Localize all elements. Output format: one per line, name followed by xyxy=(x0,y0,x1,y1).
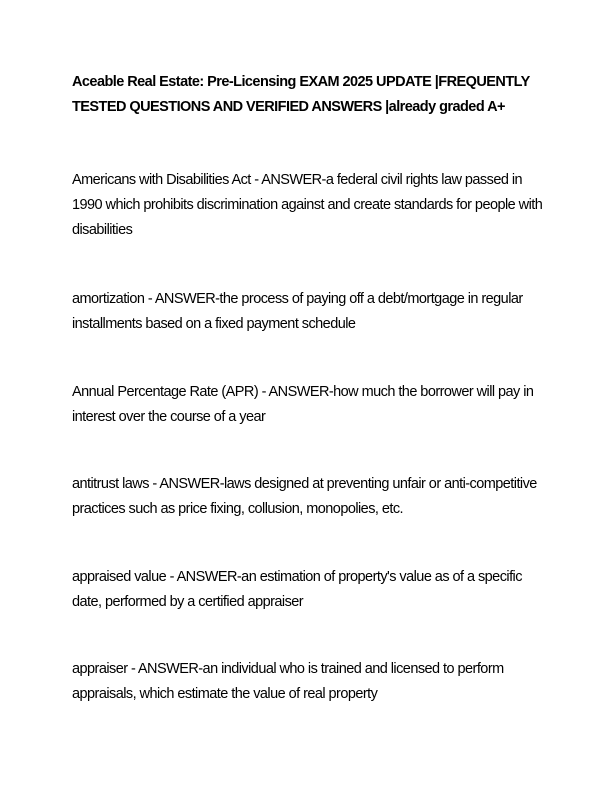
qa-entry: appraised value - ANSWER-an estimation of property's value as of a specific date, performed by a certified appraiser xyxy=(72,569,522,610)
document-title: Aceable Real Estate: Pre-Licensing EXAM 2025 UPDATE |FREQUENTLY TESTED QUESTIONS AND VERIFIED ANSWERS |already graded A+ xyxy=(72,74,530,115)
qa-entry: appraiser - ANSWER-an individual who is trained and licensed to perform appraisals, which estimate the value of real property xyxy=(72,661,504,702)
qa-entry: antitrust laws - ANSWER-laws designed at preventing unfair or anti-competitive practices such as price fixing, collusion, monopolies, etc. xyxy=(72,476,537,517)
qa-entry: amortization - ANSWER-the process of paying off a debt/mortgage in regular installments based on a fixed payment schedule xyxy=(72,291,523,332)
qa-entry: Americans with Disabilities Act - ANSWER-a federal civil rights law passed in 1990 which prohibits discrimination against and create standards for people with disabilities xyxy=(72,172,543,238)
qa-entry: Annual Percentage Rate (APR) - ANSWER-how much the borrower will pay in interest over the course of a year xyxy=(72,384,534,425)
